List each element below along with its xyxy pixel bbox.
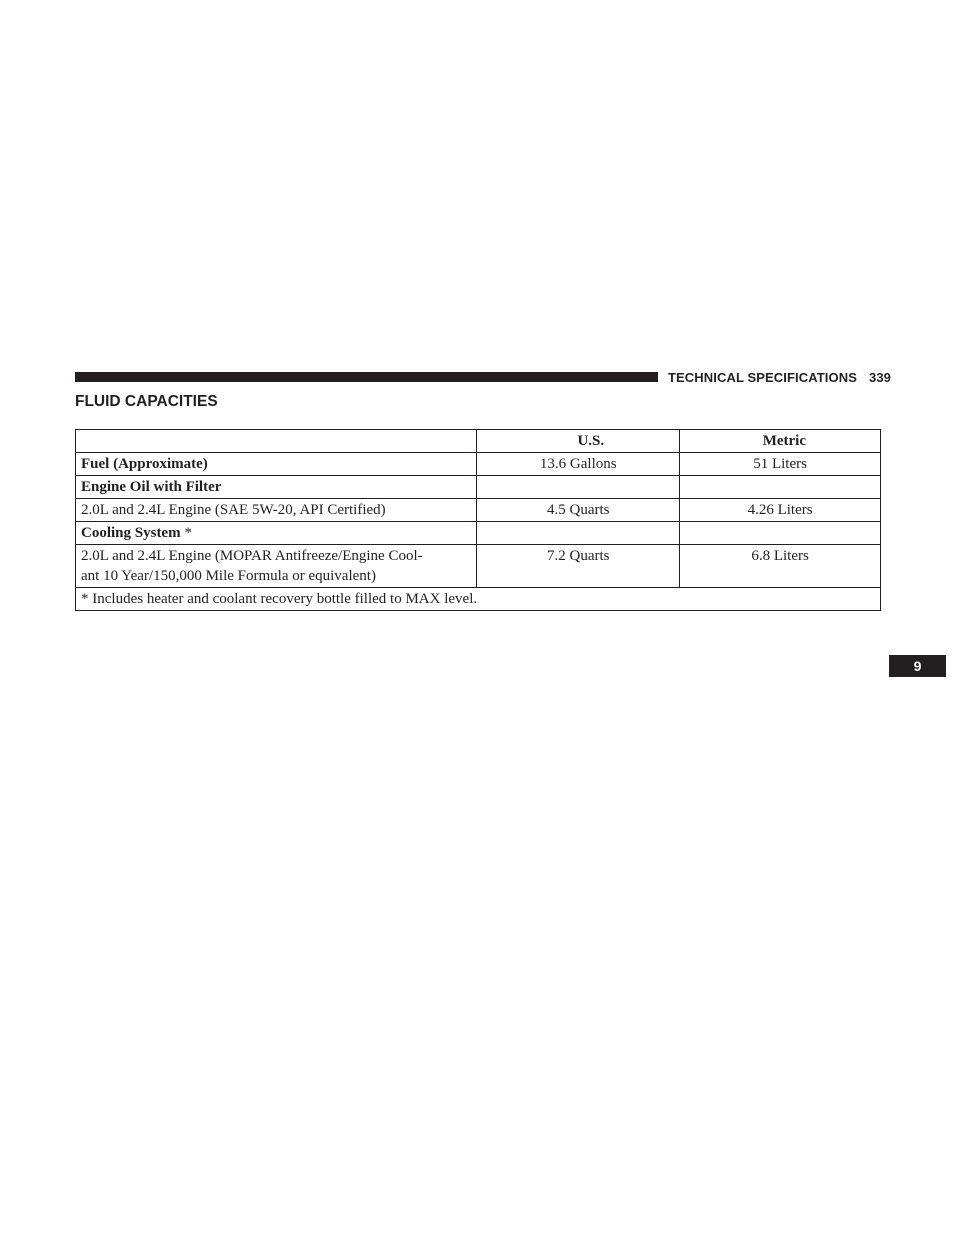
- row-label: Cooling System: [81, 525, 181, 541]
- table-row: [76, 545, 881, 588]
- running-header: [668, 369, 891, 387]
- footnote-marker: *: [180, 525, 192, 541]
- row-label-cell: [76, 522, 477, 545]
- metric-value: 51 Liters: [680, 453, 881, 476]
- row-label: Engine Oil with Filter: [76, 476, 477, 499]
- row-label-line-2: ant 10 Year/150,000 Mile Formula or equivalent): [81, 568, 376, 584]
- fluid-capacities-table: [75, 429, 881, 611]
- row-label: 2.0L and 2.4L Engine (SAE 5W-20, API Certified): [76, 499, 477, 522]
- column-header-blank: [76, 430, 477, 453]
- row-label: Fuel (Approximate): [76, 453, 477, 476]
- row-label-line-1: 2.0L and 2.4L Engine (MOPAR Antifreeze/Engine Cool-: [81, 548, 423, 564]
- table-footnote: * Includes heater and coolant recovery bottle filled to MAX level.: [76, 588, 881, 611]
- table-footnote-row: [76, 588, 881, 611]
- column-header-metric: Metric: [680, 430, 881, 453]
- column-header-us: U.S.: [477, 430, 680, 453]
- row-label-cell: [76, 545, 477, 588]
- us-value: 13.6 Gallons: [477, 453, 680, 476]
- table-row: [76, 453, 881, 476]
- header-section-title: TECHNICAL SPECIFICATIONS: [668, 370, 857, 385]
- metric-value: [680, 522, 881, 545]
- us-value: 4.5 Quarts: [477, 499, 680, 522]
- page-number: 339: [868, 370, 891, 385]
- table-row: [76, 522, 881, 545]
- us-value: 7.2 Quarts: [477, 545, 680, 588]
- table-row: [76, 499, 881, 522]
- section-title: FLUID CAPACITIES: [75, 393, 218, 410]
- table-header-row: [76, 430, 881, 453]
- metric-value: 4.26 Liters: [680, 499, 881, 522]
- us-value: [477, 522, 680, 545]
- header-rule: [75, 372, 658, 382]
- metric-value: 6.8 Liters: [680, 545, 881, 588]
- chapter-tab: 9: [889, 655, 946, 677]
- us-value: [477, 476, 680, 499]
- table-row: [76, 476, 881, 499]
- metric-value: [680, 476, 881, 499]
